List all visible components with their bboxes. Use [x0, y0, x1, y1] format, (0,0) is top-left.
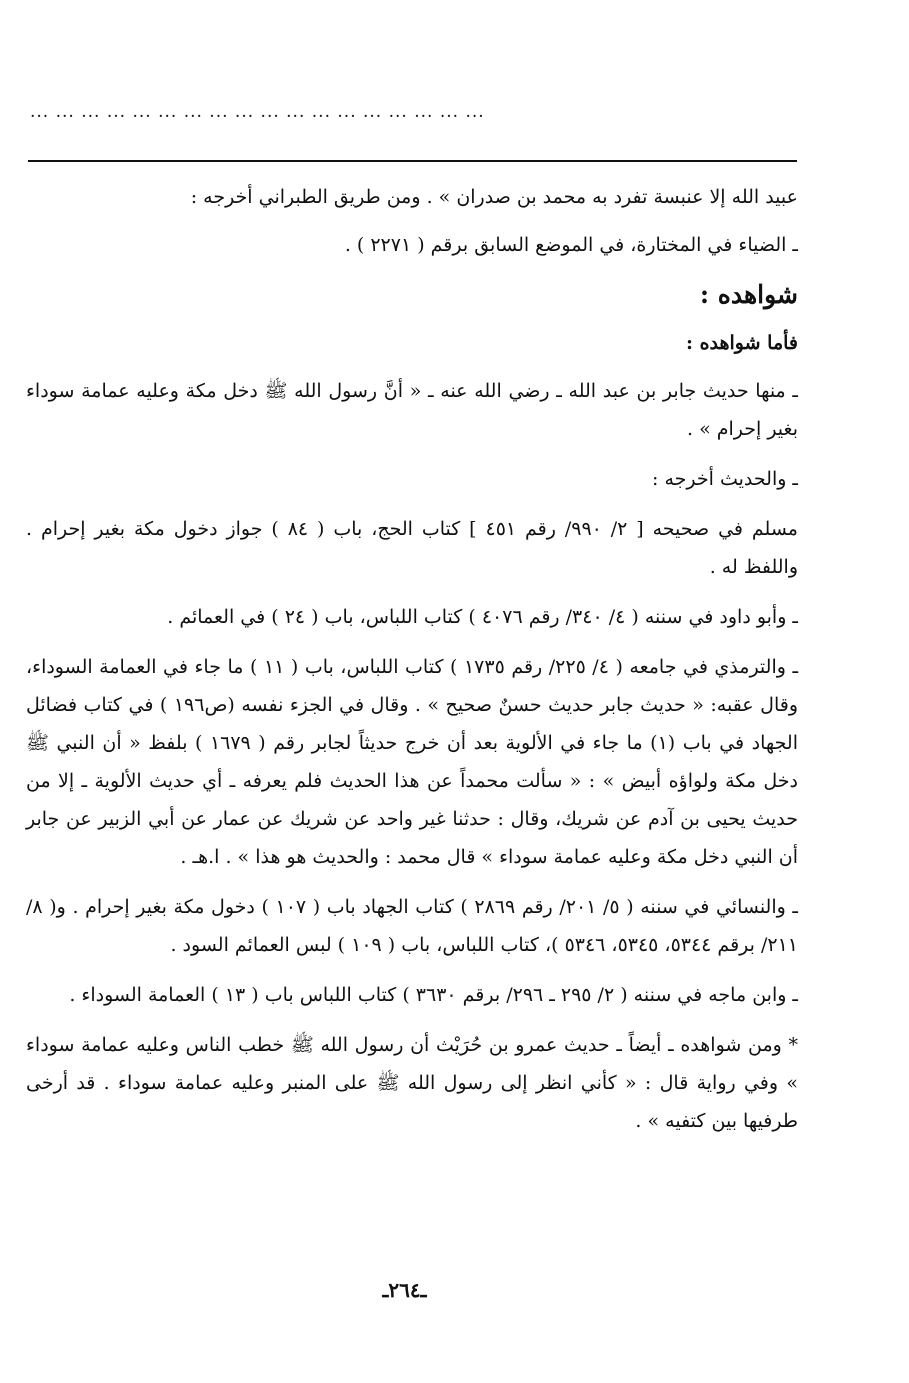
paragraph: مسلم في صحيحه [ ٢/ ٩٩٠/ رقم ٤٥١ ] كتاب الحج، باب ( ٨٤ ) جواز دخول مكة بغير إحرام . واللفظ له . — [26, 518, 798, 578]
section-heading: شواهده : — [699, 280, 798, 309]
paragraph: ـ والنسائي في سننه ( ٥/ ٢٠١/ رقم ٢٨٦٩ ) كتاب الجهاد باب ( ١٠٧ ) دخول مكة بغير إحرام . و( ٨/ ٢١١/ برقم ٥٣٤٤، ٥٣٤٥، ٥٣٤٦ )، كتاب اللباس، باب ( ١٠٩ ) لبس العمائم السود . — [26, 896, 798, 956]
header-ellipsis: ... ... ... ... ... ... ... ... ... ... ... ... ... ... ... ... ... ... — [30, 102, 485, 122]
paragraph: * ومن شواهده ـ أيضاً ـ حديث عمرو بن حُرَيْث أن رسول الله ﷺ خطب الناس وعليه عمامة سوداء » وفي رواية قال : « كأني انظر إلى رسول الله ﷺ على المنبر وعليه عمامة سوداء . قد أرخى طرفيها بين كتفيه » . — [26, 1034, 798, 1132]
text-body — [26, 178, 798, 1152]
subsection-heading: فأما شواهده : — [685, 332, 798, 354]
paragraph: ـ والحديث أخرجه : — [652, 468, 798, 490]
paragraph: عبيد الله إلا عنبسة تفرد به محمد بن صدران » . ومن طريق الطبراني أخرجه : — [190, 186, 798, 208]
paragraph: ـ منها حديث جابر بن عبد الله ـ رضي الله عنه ـ « أنَّ رسول الله ﷺ دخل مكة وعليه عمامة سوداء بغير إحرام » . — [26, 380, 798, 440]
footnote-divider — [28, 160, 797, 162]
paragraph: ـ الضياء في المختارة، في الموضع السابق برقم ( ٢٢٧١ ) . — [344, 234, 798, 256]
paragraph: ـ وابن ماجه في سننه ( ٢/ ٢٩٥ ـ ٢٩٦/ برقم ٣٦٣٠ ) كتاب اللباس باب ( ١٣ ) العمامة السوداء . — [69, 984, 798, 1006]
paragraph: ـ والترمذي في جامعه ( ٤/ ٢٢٥/ رقم ١٧٣٥ ) كتاب اللباس، باب ( ١١ ) ما جاء في العمامة السوداء، وقال عقبه: « حديث جابر حديث حسنٌ صحيح » . وقال في الجزء نفسه (ص١٩٦ ) في كتاب فضائل الجهاد في باب (١) ما جاء في الألوية بعد أن خرج حديثاً لجابر رقم ( ١٦٧٩ ) بلفظ « أن النبي ﷺ دخل مكة ولواؤه أبيض » : « سألت محمداً عن هذا الحديث فلم يعرفه ـ أي حديث الألوية ـ إلا من حديث يحيى بن آدم عن شريك، وقال : حدثنا غير واحد عن شريك عن عمار عن أبي الزبير عن جابر أن النبي دخل مكة وعليه عمامة سوداء » قال محمد : والحديث هو هذا » . ا.هـ . — [26, 656, 799, 868]
page-number: ـ٢٦٤ـ — [382, 1278, 427, 1302]
paragraph: ـ وأبو داود في سننه ( ٤/ ٣٤٠/ رقم ٤٠٧٦ ) كتاب اللباس، باب ( ٢٤ ) في العمائم . — [167, 606, 798, 628]
